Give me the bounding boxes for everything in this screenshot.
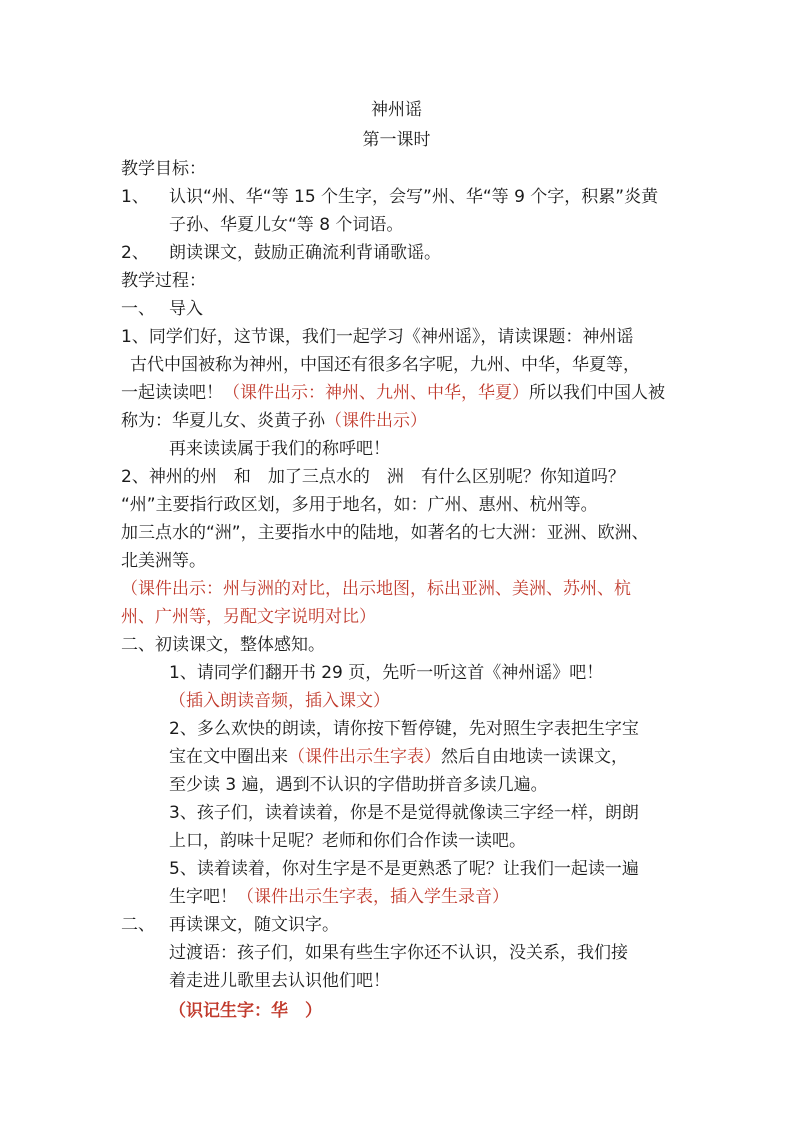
goal-1-text: 认识“州、华“等 15 个生字，会写”州、华“等 9 个字，积累”炎黄 xyxy=(169,187,659,207)
goal-1-number: 1、 xyxy=(121,187,149,207)
courseware-note: （课件出示生字表，插入学生录音） xyxy=(237,887,509,907)
goal-1 xyxy=(121,184,658,210)
section-3-line-1: 过渡语：孩子们，如果有些生字你还不认识，没关系，我们接 xyxy=(169,943,628,963)
paragraph-2-line-1: 2、神州的州 和 加了三点水的 洲 有什么区别呢？你知道吗？ xyxy=(121,467,625,487)
section-2-item-1: 1、请同学们翻开书 29 页，先听一听这首《神州谣》吧！ xyxy=(169,663,604,683)
paragraph-2-line-3: 加三点水的“洲”，主要指水中的陆地，如著名的七大洲：亚洲、欧洲、 xyxy=(121,523,649,543)
section-1-title: 导入 xyxy=(169,299,203,319)
document-title: 神州谣 xyxy=(371,100,422,120)
section-3-heading xyxy=(121,912,339,938)
section-2-item-2-line-1: 2、多么欢快的朗读，请你按下暂停键，先对照生字表把生字宝 xyxy=(169,719,639,739)
courseware-note: （课件出示生字表） xyxy=(288,747,441,767)
goal-2 xyxy=(121,240,441,266)
section-2-item-2-line-2 xyxy=(169,744,628,770)
goal-2-number: 2、 xyxy=(121,243,149,263)
section-3-number: 二、 xyxy=(121,915,155,935)
process-heading: 教学过程： xyxy=(121,271,206,291)
section-2-item-2-text: 宝在文中圈出来 xyxy=(169,747,288,767)
paragraph-1-line-4 xyxy=(121,408,427,434)
section-2-item-2-line-3: 至少读 3 遍，遇到不认识的字借助拼音多读几遍。 xyxy=(169,775,548,795)
courseware-note: 州、广州等，另配文字说明对比） xyxy=(121,607,376,627)
goal-1-continuation: 子孙、华夏儿女“等 8 个词语。 xyxy=(169,215,404,235)
section-2-heading: 二、初读课文，整体感知。 xyxy=(121,635,325,655)
courseware-note: （课件出示：神州、九州、中华，华夏） xyxy=(223,383,529,403)
paragraph-2-line-4: 北美洲等。 xyxy=(121,551,206,571)
section-2-item-3-line-2: 上口，韵味十足呢？老师和你们合作读一读吧。 xyxy=(169,831,526,851)
courseware-note: （课件出示） xyxy=(325,411,427,431)
goals-heading: 教学目标： xyxy=(121,159,206,179)
section-2-item-2-tail: 然后自由地读一读课文， xyxy=(441,747,628,767)
paragraph-1-line-2: 古代中国被称为神州，中国还有很多名字呢，九州、中华，华夏等， xyxy=(130,355,640,375)
section-1-heading xyxy=(121,296,203,322)
section-2-item-3-line-1: 3、孩子们，读着读着，你是不是觉得就像读三字经一样，朗朗 xyxy=(169,803,639,823)
section-2-item-5-line-2 xyxy=(169,884,509,910)
goal-2-text: 朗读课文，鼓励正确流利背诵歌谣。 xyxy=(169,243,441,263)
paragraph-2-line-2: “州”主要指行政区划，多用于地名，如：广州、惠州、杭州等。 xyxy=(121,495,598,515)
paragraph-1-line-5: 再来读读属于我们的称呼吧！ xyxy=(169,439,390,459)
character-recognition-note: （识记生字：华 ） xyxy=(169,1001,322,1021)
section-2-item-5-text: 生字吧！ xyxy=(169,887,237,907)
courseware-note: （插入朗读音频，插入课文） xyxy=(169,691,390,711)
section-3-line-2: 着走进儿歌里去认识他们吧！ xyxy=(169,971,390,991)
section-2-item-5-line-1: 5、读着读着，你对生字是不是更熟悉了呢？让我们一起读一遍 xyxy=(169,859,639,879)
section-3-title: 再读课文，随文识字。 xyxy=(169,915,339,935)
section-1-number: 一、 xyxy=(121,299,155,319)
paragraph-1-line-3-tail: 所以我们中国人被 xyxy=(529,383,665,403)
courseware-note: （课件出示：州与洲的对比，出示地图，标出亚洲、美洲、苏州、杭 xyxy=(121,579,631,599)
paragraph-1-line-4-text: 称为：华夏儿女、炎黄子孙 xyxy=(121,411,325,431)
paragraph-1-line-1: 1、同学们好，这节课，我们一起学习《神州谣》，请读课题：神州谣 xyxy=(121,327,634,347)
document-subtitle: 第一课时 xyxy=(362,130,431,150)
paragraph-1-line-3 xyxy=(121,380,665,406)
paragraph-1-line-3-text: 一起读读吧！ xyxy=(121,383,223,403)
